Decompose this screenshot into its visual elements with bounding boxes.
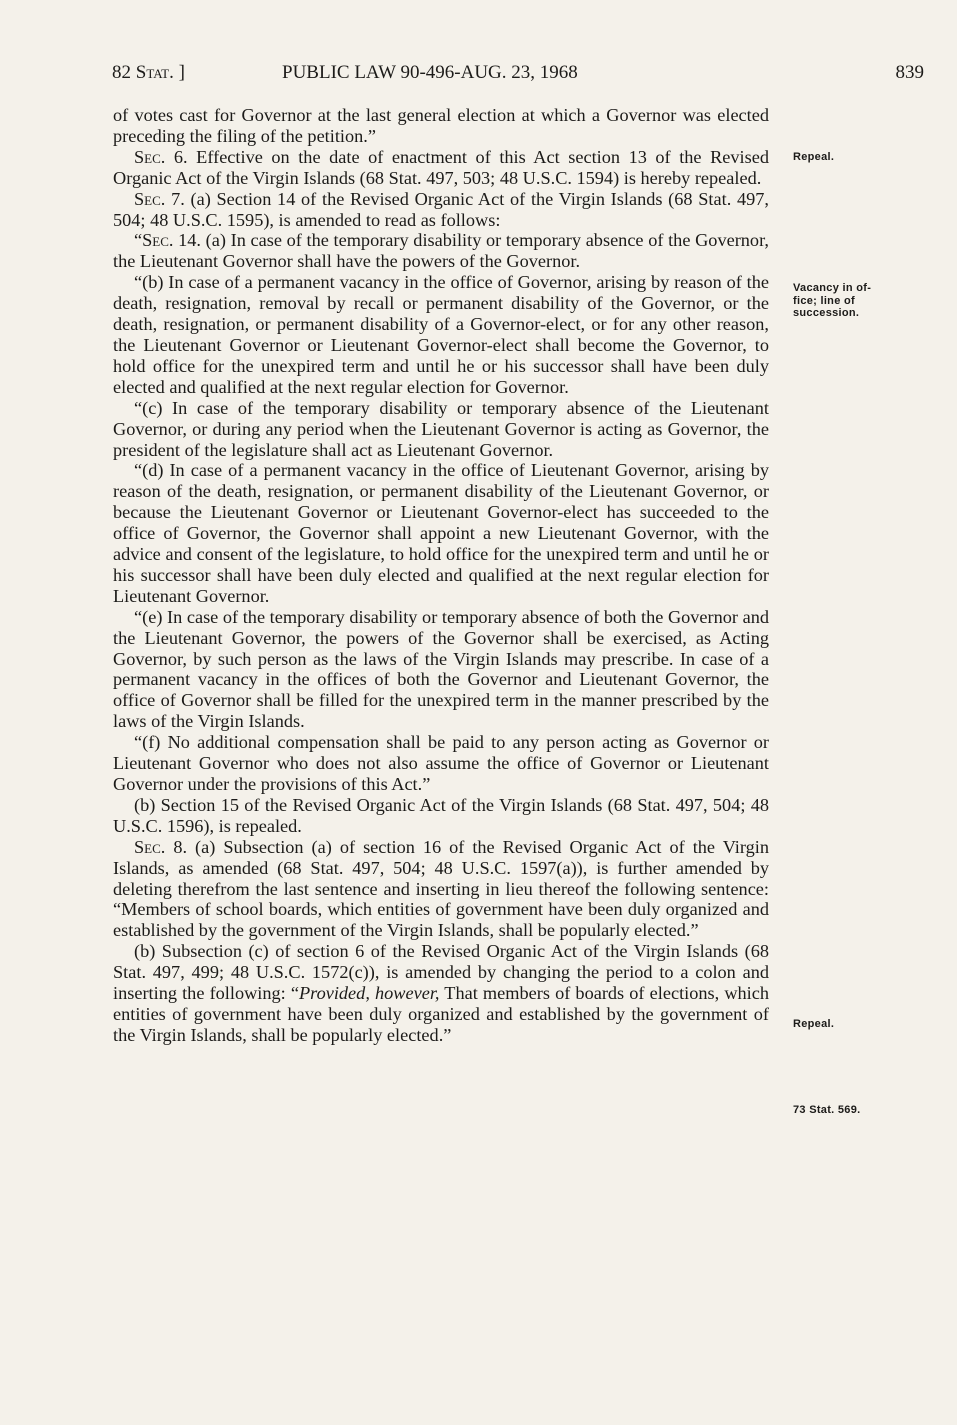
- subsection-d-paragraph: [113, 460, 769, 606]
- section-lead: Sec. 8.: [134, 836, 188, 857]
- margin-note-line: succession.: [793, 307, 860, 319]
- section-8-paragraph: [113, 837, 769, 942]
- section-lead: Sec. 7.: [134, 188, 185, 209]
- paragraph-text: (a) In case of the temporary disability or temporary absence of the Governor, the Lieutenant Governor shall have the powers of the Governor.: [113, 230, 769, 272]
- paragraph-text: “(c) In case of the temporary disability or temporary absence of the Lieutenant Governor, or during any period when the Lieutenant Governor is acting as Governor, the president of the legislature shall act as Lieutenant Governor.: [113, 397, 769, 460]
- paragraph-text: (b) Subsection (c) of section 6 of the Revised Organic Act of the Virgin Islands (68 Stat. 497, 499; 48 U.S.C. 1572(c)), is amended by changing the period to a colon and inserting the following: “: [113, 941, 769, 1004]
- margin-note-repeal-2: Repeal.: [793, 1018, 835, 1030]
- section-7-b-paragraph: [113, 795, 769, 837]
- paragraph-text: (a) Section 14 of the Revised Organic Act of the Virgin Islands (68 Stat. 497, 504; 48 U.S.C. 1595), is amended to read as follows:: [113, 188, 769, 230]
- section-lead: “Sec. 14.: [134, 230, 201, 251]
- margin-note-line: fice; line of: [793, 294, 855, 307]
- running-header: [112, 62, 924, 88]
- page-title: PUBLIC LAW 90-496-AUG. 23, 1968: [282, 62, 578, 83]
- subsection-f-paragraph: [113, 732, 769, 795]
- page-number: 839: [895, 62, 924, 83]
- margin-note-stat-ref: 73 Stat. 569.: [793, 1104, 861, 1116]
- section-14-a-paragraph: [113, 230, 769, 272]
- paragraph-text: “(b) In case of a permanent vacancy in the office of Governor, arising by reason of the death, resignation, removal by recall or permanent disability of the Governor, or the death, resignation, or permanent disability of a Governor-elect, or for any other reason, the Lieutenant Governor or Lieutenant Governor-elect shall become the Governor, to hold office for the unexpired term and until he or his successor shall have been duly elected and qualified at the next regular election for Governor.: [113, 272, 769, 397]
- margin-note-repeal: Repeal.: [793, 151, 835, 163]
- paragraph-text: of votes cast for Governor at the last general election at which a Governor was elected preceding the filing of the petition.”: [113, 105, 769, 146]
- margin-note-vacancy: [793, 282, 913, 320]
- paragraph-text: “(f) No additional compensation shall be paid to any person acting as Governor or Lieutenant Governor who does not also assume the office of Governor or Lieutenant Governor under the provisions of this Act.”: [113, 732, 769, 794]
- proviso-italic: Provided, however,: [298, 983, 440, 1004]
- section-7-paragraph: [113, 189, 769, 231]
- paragraph-continuation: [113, 105, 769, 147]
- paragraph-text: (b) Section 15 of the Revised Organic Act of the Virgin Islands (68 Stat. 497, 504; 48 U.S.C. 1596), is repealed.: [113, 794, 769, 836]
- section-lead: Sec. 6.: [134, 146, 188, 167]
- paragraph-text: Effective on the date of enactment of this Act section 13 of the Revised Organic Act of the Virgin Islands (68 Stat. 497, 503; 48 U.S.C. 1594) is hereby repealed.: [113, 146, 769, 188]
- subsection-b-paragraph: [113, 272, 769, 397]
- subsection-e-paragraph: [113, 607, 769, 732]
- paragraph-text: (a) Subsection (a) of section 16 of the Revised Organic Act of the Virgin Islands, as amended (68 Stat. 497, 504; 48 U.S.C. 1597(a)), is further amended by deleting therefrom the last sentence and inserting in lieu thereof the following sentence: “Members of school boards, which entities of government have been duly organized and established by the government of the Virgin Islands, shall be popularly elected.”: [113, 836, 769, 941]
- law-text: [113, 105, 769, 1046]
- statute-volume: 82 Stat. ]: [112, 62, 185, 83]
- paragraph-text: That members of boards of elections, which entities of government have been duly organized and established by the government of the Virgin Islands, shall be popularly elected.”: [113, 983, 769, 1045]
- paragraph-text: “(e) In case of the temporary disability or temporary absence of both the Governor and the Lieutenant Governor, the powers of the Governor shall be exercised, as Acting Governor, by such person as the laws of the Virgin Islands may prescribe. In case of a permanent vacancy in the offices of both the Governor and Lieutenant Governor, the office of Governor shall be filled for the unexpired term in the manner prescribed by the laws of the Virgin Islands.: [113, 606, 769, 732]
- section-8-b-paragraph: [113, 941, 769, 1046]
- section-6-paragraph: [113, 147, 769, 189]
- subsection-c-paragraph: [113, 398, 769, 461]
- margin-note-line: Vacancy in of-: [793, 282, 872, 294]
- paragraph-text: “(d) In case of a permanent vacancy in the office of Lieutenant Governor, arising by reason of the death, resignation, or permanent disability of the Lieutenant Governor, or because the Lieutenant Governor or Lieutenant Governor-elect has succeeded to the office of Governor, the Governor shall appoint a new Lieutenant Governor, with the advice and consent of the legislature, to hold office for the unexpired term and until he or his successor shall have been duly elected and qualified at the next regular election for Lieutenant Governor.: [113, 460, 769, 606]
